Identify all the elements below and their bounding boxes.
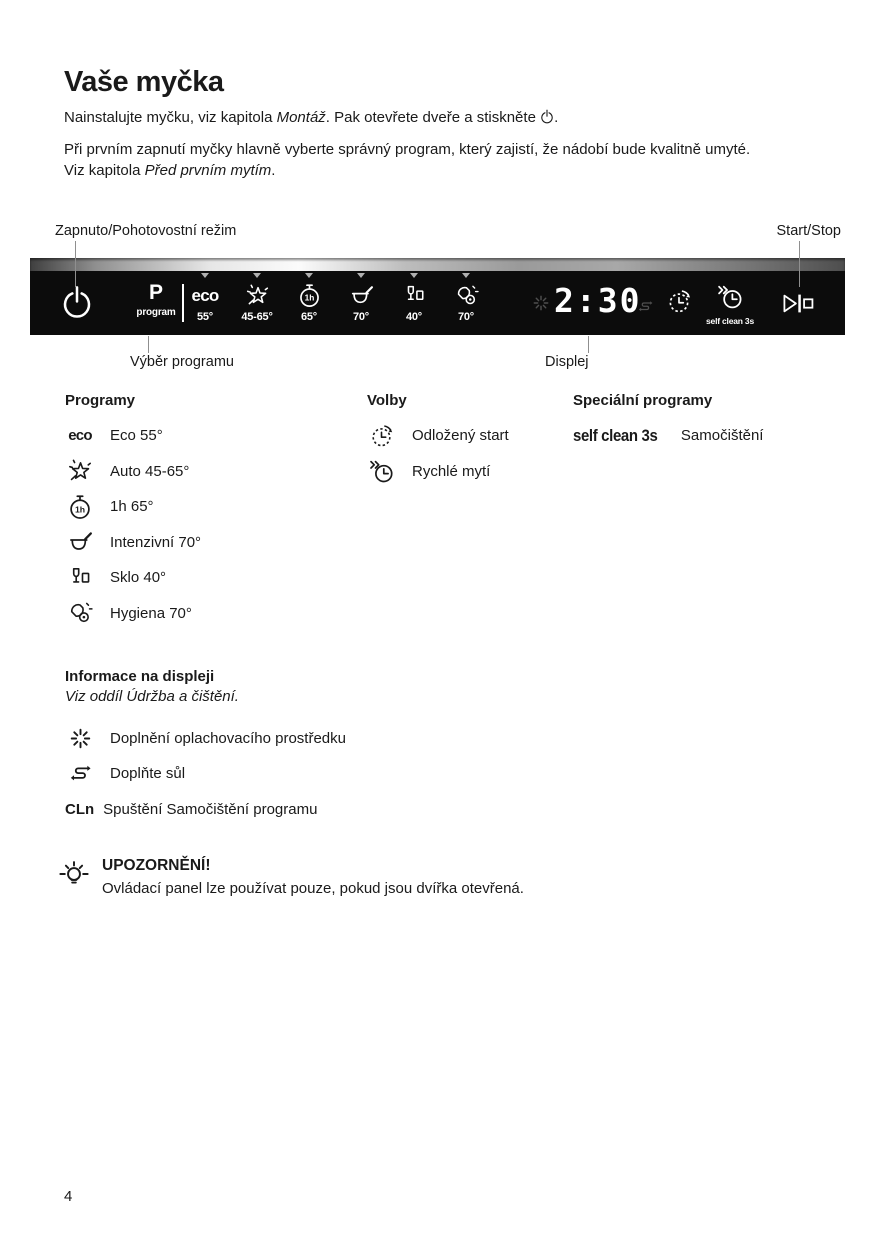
intro1-post: . (554, 109, 559, 126)
warning-heading: UPOZORNĚNÍ! (102, 857, 211, 874)
list-item: Sklo 40° (65, 560, 345, 596)
panel-program-hygiene (442, 273, 490, 331)
auto-program-icon (67, 458, 93, 484)
program-temp: 45-65° (241, 311, 273, 323)
list-item: eco Eco 55° (68, 427, 163, 445)
1h-program-icon (297, 283, 322, 308)
power-button-icon (61, 284, 93, 320)
program-temp: 40° (405, 311, 423, 323)
chevron-down-icon (253, 273, 261, 278)
page-title: Vaše myčka (64, 66, 224, 98)
programs-section (65, 392, 345, 631)
panel-black-bar (30, 271, 845, 335)
intro1-chapter-ref: Montáž (276, 109, 326, 126)
leader-line-program-select (148, 336, 149, 353)
control-panel (30, 258, 845, 335)
hygiene-program-icon (454, 283, 479, 308)
bulb-icon (58, 859, 90, 889)
cln-code: CLn (65, 800, 95, 818)
glass-program-icon (67, 565, 93, 591)
salt-indicator-icon (638, 300, 653, 313)
panel-program-intensive (337, 273, 385, 331)
options-section (367, 392, 557, 489)
leader-line-start-stop (799, 241, 800, 287)
panel-program-glass (390, 273, 438, 331)
program-temp: 70° (457, 311, 475, 323)
page-number: 4 (64, 1188, 73, 1205)
options-heading: Volby (367, 392, 407, 409)
power-icon (540, 109, 554, 124)
rinse-aid-icon (70, 728, 91, 749)
glass-program-icon (402, 283, 427, 308)
program-temp: 65° (300, 311, 318, 323)
intensive-program-icon (67, 529, 93, 555)
hygiene-program-icon (67, 600, 93, 626)
program-temp: 70° (352, 311, 370, 323)
display-time: 2:30 (554, 281, 642, 320)
delay-start-icon (369, 423, 395, 449)
callout-start-stop: Start/Stop (776, 223, 841, 239)
panel-program-eco (181, 273, 229, 331)
callout-power-standby: Zapnuto/Pohotovostní režim (55, 223, 237, 239)
display-info-subheading: Viz oddíl Údržba a čištění. (65, 688, 239, 705)
salt-icon (70, 764, 91, 783)
list-item: Odložený start (367, 418, 557, 454)
callout-display: Displej (545, 354, 589, 370)
eco-icon: eco (191, 285, 219, 305)
list-item: CLn Spuštění Samočištění programu (65, 800, 318, 818)
intensive-program-icon (349, 283, 374, 308)
program-button-key: P (148, 281, 163, 304)
chevron-down-icon (357, 273, 365, 278)
list-item: Auto 45-65° (65, 454, 345, 490)
callout-program-select: Výběr programu (130, 354, 234, 370)
program-temp: 55° (196, 311, 214, 323)
self-clean-label: self clean 3s (706, 316, 754, 326)
list-item: self clean 3s Samočištění (573, 425, 764, 445)
intro2-line2: Viz kapitola (64, 162, 145, 180)
self-clean-button (696, 284, 764, 326)
list-item: Hygiena 70° (65, 596, 345, 632)
special-heading: Speciální programy (573, 392, 713, 409)
panel-program-auto (233, 273, 281, 331)
list-item: Doplňte sůl (65, 756, 585, 792)
list-item: Intenzivní 70° (65, 525, 345, 561)
quick-wash-icon (369, 459, 395, 483)
programs-heading: Programy (65, 392, 136, 409)
display-info-section (65, 668, 585, 827)
warning-note (58, 857, 698, 899)
chevron-down-icon (201, 273, 209, 278)
1h-program-icon (67, 494, 93, 520)
intro-paragraph-2 (64, 139, 839, 182)
warning-body: Ovládací panel lze používat pouze, pokud jsou dvířka otevřená. (102, 880, 524, 897)
delay-start-button-icon (666, 288, 693, 315)
panel-program-1h (285, 273, 333, 331)
special-programs-section (573, 392, 853, 454)
chevron-down-icon (410, 273, 418, 278)
program-button (125, 282, 187, 318)
chevron-down-icon (305, 273, 313, 278)
self-clean-key: self clean 3s (573, 425, 658, 445)
chevron-down-icon (462, 273, 470, 278)
rinse-aid-indicator-icon (533, 295, 549, 311)
program-button-sub: program (136, 307, 176, 318)
quick-wash-icon (717, 284, 744, 309)
auto-program-icon (245, 283, 270, 308)
intro-paragraph-1 (64, 107, 834, 128)
eco-icon: eco (68, 427, 92, 445)
list-item: 1h 65° (65, 489, 345, 525)
list-item: Rychlé mytí (367, 454, 557, 490)
display-info-heading: Informace na displeji (65, 668, 215, 685)
intro1-mid: . Pak otevřete dveře a stiskněte (325, 109, 541, 126)
start-stop-button-icon (780, 292, 816, 315)
leader-line-display (588, 336, 589, 353)
panel-metal-strip (30, 258, 845, 271)
intro1-text: Nainstalujte myčku, viz kapitola (64, 109, 277, 126)
list-item: Doplnění oplachovacího prostředku (65, 720, 585, 756)
leader-line-power (75, 241, 76, 287)
intro2-chapter-ref: Před prvním mytím (144, 162, 272, 180)
intro2-line1: Při prvním zapnutí myčky hlavně vyberte správný program, který zajistí, že nádobí bude kvalitně umyté. (64, 141, 751, 158)
intro2-post: . (271, 162, 276, 180)
